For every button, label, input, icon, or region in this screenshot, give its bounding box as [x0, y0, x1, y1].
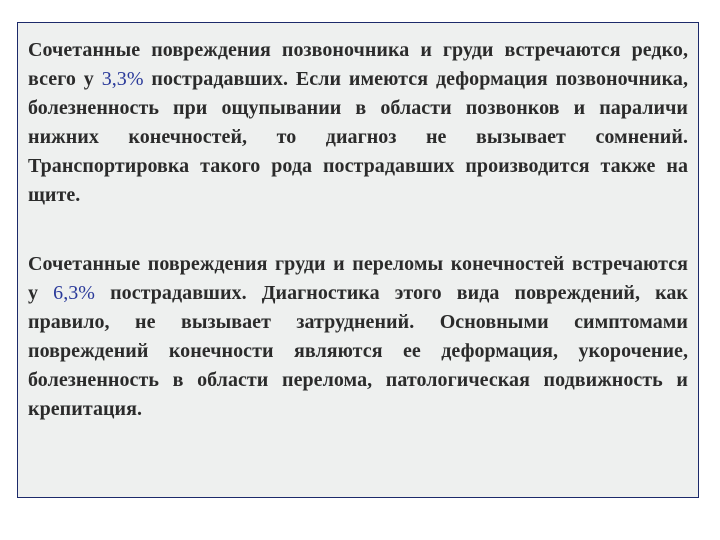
paragraph-1-percentage: 3,3%	[101, 68, 144, 90]
paragraph-spinal-chest-injuries	[28, 36, 688, 210]
paragraph-1-text-end: пострадавших. Если имеются деформация позвоночника, болезненность при ощупывании в области позвонков и параличи нижних конечностей, то диагноз не вызывает сомнений. Транспортировка такого рода пострадавших производится также на щите.	[28, 68, 688, 206]
paragraph-chest-limb-fractures	[28, 250, 688, 424]
slide-text-frame	[17, 22, 699, 498]
paragraph-2-percentage: 6,3%	[53, 282, 96, 304]
paragraph-2-text-start: Сочетанные повреждения груди и переломы конечностей встречаются у	[28, 253, 688, 304]
paragraph-2-text-end: пострадавших. Диагностика этого вида повреждений, как правило, не вызывает затруднений. Основными симптомами повреждений конечности являются ее деформация, укорочение, болезненность в области перелома, патологическая подвижность и крепитация.	[28, 282, 688, 420]
paragraph-1-text-start: Сочетанные повреждения позвоночника и груди встречаются редко, всего у	[28, 39, 688, 90]
